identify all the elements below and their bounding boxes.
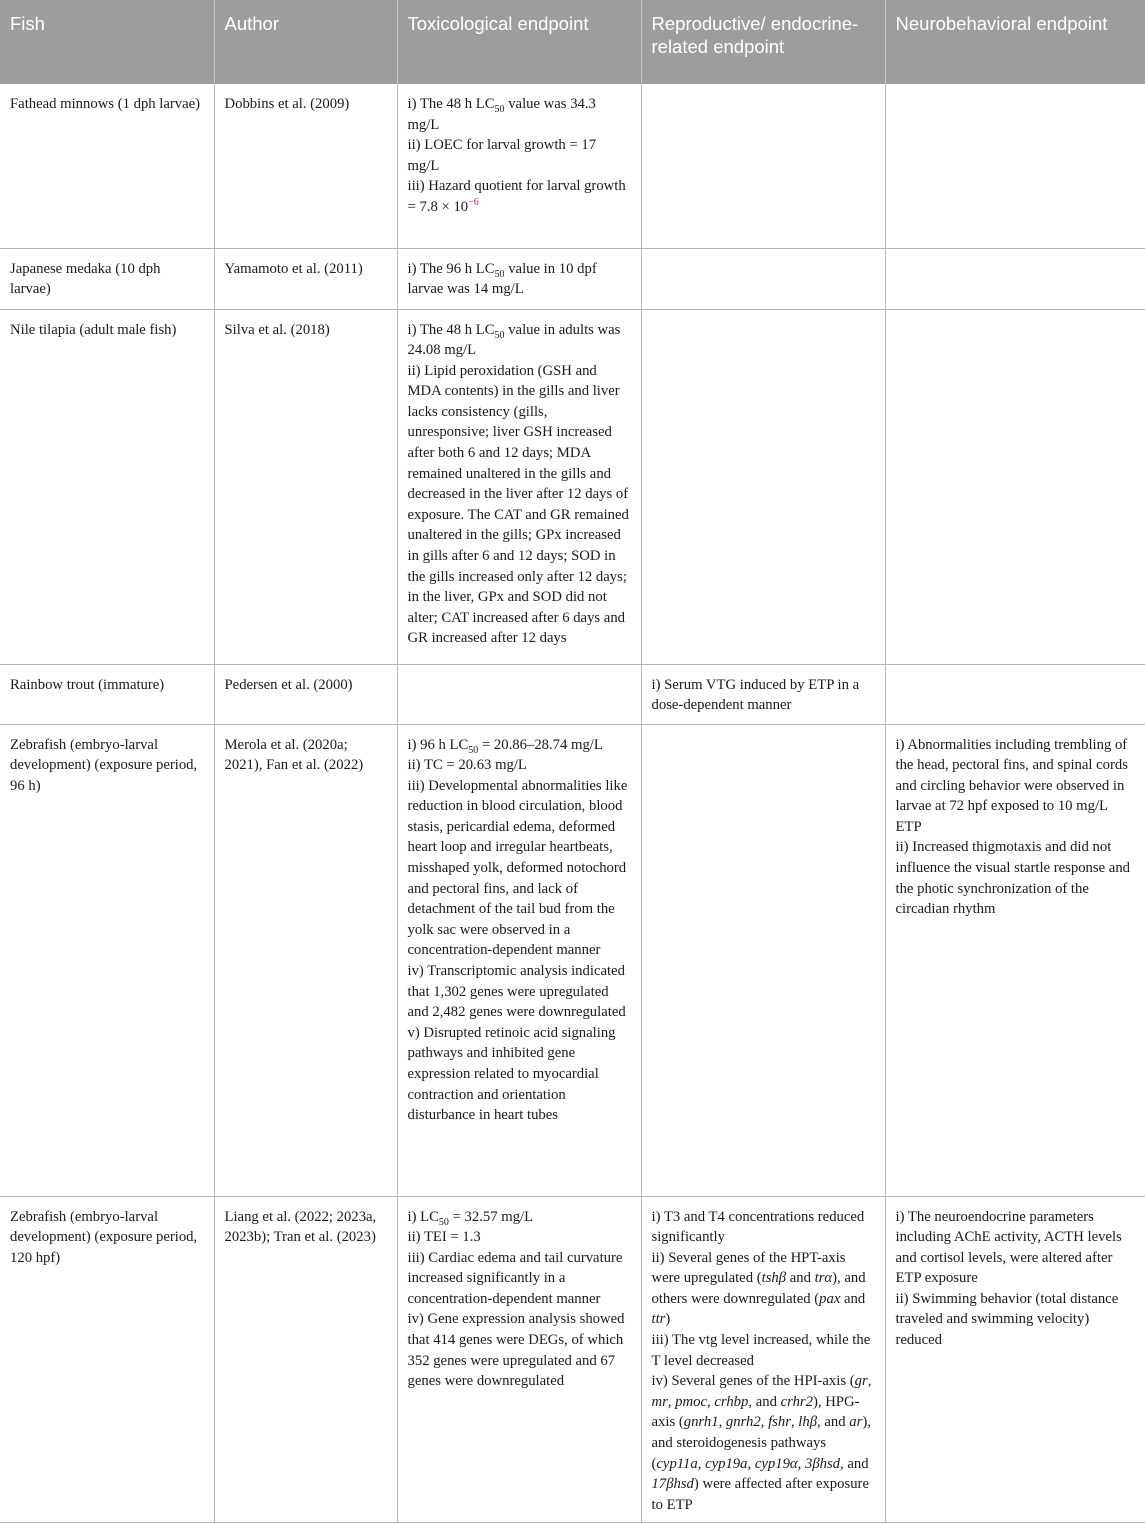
table-row: [0, 664, 1145, 724]
endpoint-line: iv) Transcriptomic analysis indicated that 1,302 genes were upregulated and 2,482 genes were downregulated: [407, 963, 626, 1021]
endpoint-line: ii) LOEC for larval growth = 17 mg/L: [407, 137, 597, 174]
endpoint-line: v) Disrupted retinoic acid signaling pathways and inhibited gene expression related to myocardial contraction and orientation disturbance in heart tubes: [407, 1024, 616, 1124]
reproductive-cell: [641, 84, 885, 248]
endpoint-line: i) The 96 h $LC_{50}$ value in 10 dpf larvae was 14 mg/L: [407, 260, 597, 298]
endpoint-line: ii) Increased thigmotaxis and did not influence the visual startle response and the photic synchronization of the circadian rhythm: [895, 839, 1131, 918]
neurobehavioral-cell: [885, 1196, 1145, 1522]
author-cell: Pedersen et al. (2000): [214, 664, 397, 724]
toxicological-cell: [397, 248, 641, 309]
table-row: [0, 1196, 1145, 1522]
toxicological-cell: [397, 724, 641, 1196]
endpoint-line: ii) TEI = 1.3: [407, 1229, 481, 1246]
author-cell: Liang et al. (2022; 2023a, 2023b); Tran et al. (2023): [214, 1196, 397, 1522]
toxicological-cell: [397, 84, 641, 248]
toxicological-cell: [397, 664, 641, 724]
endpoint-line: iv) Gene expression analysis showed that 414 genes were DEGs, of which 352 genes were upregulated and 67 genes were downregulated: [407, 1311, 625, 1390]
endpoint-line: ii) Lipid peroxidation (GSH and MDA contents) in the gills and liver lacks consistency (gills, unresponsive; liver GSH increased after both 6 and 12 days; MDA remained unaltered in the gills and decreased in the liver after 12 days of exposure. The CAT and GR remained unaltered in the gills; GPx increased in gills after 6 and 12 days; SOD in the gills increased only after 12 days; in the liver, GPx and SOD did not alter; CAT increased after 6 days and GR increased after 12 days: [407, 362, 629, 647]
fish-cell: Zebrafish (embryo-larval development) (exposure period, 96 h): [0, 724, 214, 1196]
neurobehavioral-cell: [885, 84, 1145, 248]
endpoint-line: ii) Several genes of the HPT-axis were upregulated (tshβ and trα), and others were downregulated (pax and ttr): [651, 1249, 866, 1328]
table-row: [0, 309, 1145, 664]
author-cell: Silva et al. (2018): [214, 309, 397, 664]
fish-cell: Japanese medaka (10 dph larvae): [0, 248, 214, 309]
neurobehavioral-cell: [885, 309, 1145, 664]
endpoint-line: i) $LC_{50} = 32.57$ mg/L: [407, 1208, 534, 1228]
endpoint-line: iii) The vtg level increased, while the T level decreased: [651, 1332, 871, 1369]
reproductive-cell: [641, 1196, 885, 1522]
author-cell: Merola et al. (2020a; 2021), Fan et al. (2022): [214, 724, 397, 1196]
reproductive-cell: [641, 664, 885, 724]
table-row: [0, 84, 1145, 248]
fish-cell: Fathead minnows (1 dph larvae): [0, 84, 214, 248]
header-row: [0, 0, 1145, 84]
endpoint-line: i) The 48 h $LC_{50}$ value in adults was 24.08 mg/L: [407, 321, 621, 359]
reproductive-cell: [641, 248, 885, 309]
endpoint-line: i) The 48 h $LC_{50}$ value was 34.3 mg/L: [407, 96, 596, 133]
toxicological-cell: [397, 309, 641, 664]
table-row: [0, 248, 1145, 309]
endpoint-line: iii) Developmental abnormalities like reduction in blood circulation, blood stasis, pericardial edema, deformed heart loop and irregular heartbeats, misshaped yolk, deformed notochord and pectoral fins, and lack of detachment of the tail bud from the yolk sac were observed in a concentration-dependent manner: [407, 777, 628, 959]
header-neurobehavioral-endpoint: Neurobehavioral endpoint: [885, 0, 1145, 84]
endpoint-line: i) Serum VTG induced by ETP in a dose-dependent manner: [651, 676, 860, 714]
author-cell: Yamamoto et al. (2011): [214, 248, 397, 309]
header-toxicological-endpoint: Toxicological endpoint: [397, 0, 641, 84]
fish-cell: Zebrafish (embryo-larval development) (exposure period, 120 hpf): [0, 1196, 214, 1522]
endpoint-line: ii) TC = 20.63 mg/L: [407, 757, 527, 774]
fish-cell: Nile tilapia (adult male fish): [0, 309, 214, 664]
endpoint-line: ii) Swimming behavior (total distance traveled and swimming velocity) reduced: [895, 1290, 1119, 1349]
reproductive-cell: [641, 309, 885, 664]
table-row: [0, 724, 1145, 1196]
neurobehavioral-cell: [885, 724, 1145, 1196]
author-cell: Dobbins et al. (2009): [214, 84, 397, 248]
endpoint-line: i) The neuroendocrine parameters including AChE activity, ACTH levels and cortisol levels, were altered after ETP exposure: [895, 1208, 1122, 1287]
endpoint-line: iv) Several genes of the HPI-axis (gr, mr, pmoc, crhbp, and crhr2), HPG-axis (gnrh1, gnrh2, fshr, lhβ, and ar), and steroidogenesis pathways (cyp11a, cyp19a, cyp19α, 3βhsd, and 17βhsd) were affected after exposure to ETP: [651, 1373, 872, 1513]
neurobehavioral-cell: [885, 664, 1145, 724]
endpoint-line: i) Abnormalities including trembling of the head, pectoral fins, and spinal cords and circling behavior were observed in larvae at 72 hpf exposed to 10 mg/L ETP: [895, 736, 1128, 835]
header-fish: Fish: [0, 0, 214, 84]
neurobehavioral-cell: [885, 248, 1145, 309]
header-reproductive-endpoint: Reproductive/ endocrine-related endpoint: [641, 0, 885, 84]
endpoint-line: iii) Cardiac edema and tail curvature increased significantly in a concentration-dependent manner: [407, 1249, 623, 1307]
reproductive-cell: [641, 724, 885, 1196]
table-body: [0, 84, 1145, 1522]
fish-cell: Rainbow trout (immature): [0, 664, 214, 724]
endpoint-line: i) T3 and T4 concentrations reduced significantly: [651, 1208, 865, 1246]
endpoint-line: iii) Hazard quotient for larval growth = $7.8 \times 10^{-6}$: [407, 178, 626, 215]
header-author: Author: [214, 0, 397, 84]
endpoint-line: i) 96 h $LC_{50} = 20.86-28.74$ mg/L: [407, 736, 603, 756]
toxicological-cell: [397, 1196, 641, 1522]
table-header: [0, 0, 1145, 84]
